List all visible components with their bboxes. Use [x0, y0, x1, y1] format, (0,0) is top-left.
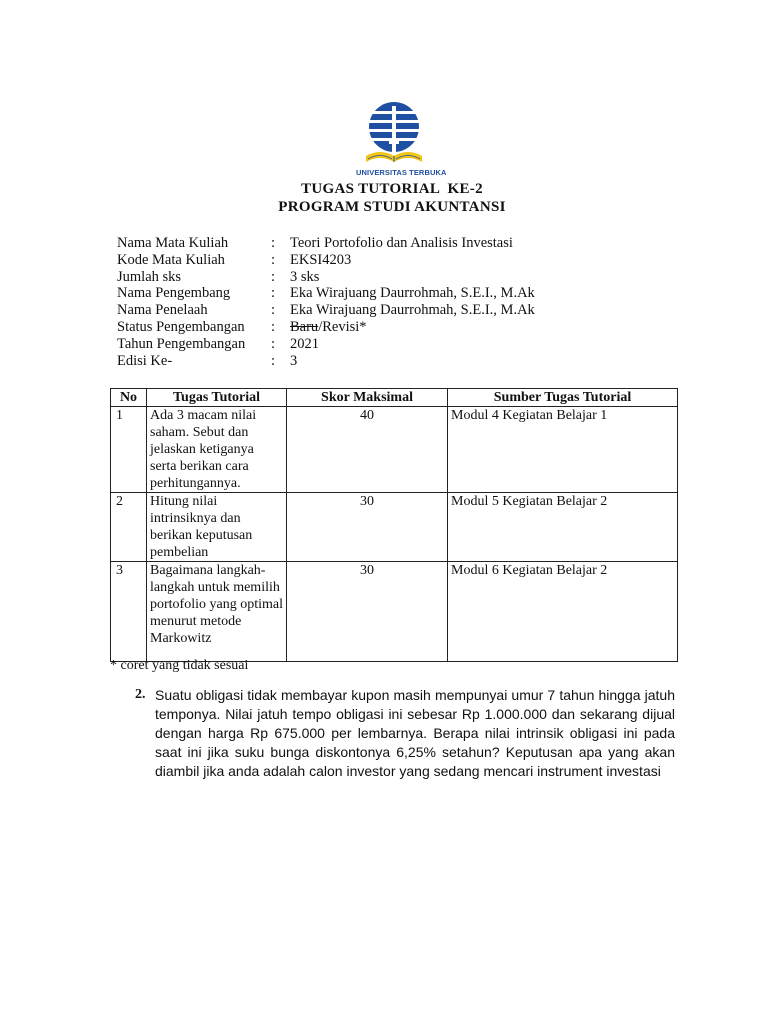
info-colon: : [271, 268, 276, 285]
info-label: Tahun Pengembangan [117, 335, 246, 352]
info-value: Teori Portofolio dan Analisis Investasi [290, 235, 513, 251]
info-colon: : [271, 302, 276, 319]
university-logo [356, 100, 447, 180]
info-label: Nama Penelaah [117, 302, 208, 319]
header-max-score: Skor Maksimal [287, 389, 448, 407]
info-value: 3 [290, 352, 298, 369]
logo-emblem-icon [356, 100, 432, 168]
page-subtitle: PROGRAM STUDI AKUNTANSI [278, 199, 506, 215]
info-colon: : [271, 335, 276, 352]
info-label: Edisi Ke- [117, 352, 173, 369]
cell-source: Modul 6 Kegiatan Belajar 2 [448, 562, 678, 662]
footnote: * coret yang tidak sesuai [110, 658, 249, 673]
info-colon: : [271, 285, 276, 302]
info-colon: : [271, 352, 276, 369]
table-row [111, 407, 678, 493]
cell-source: Modul 5 Kegiatan Belajar 2 [448, 493, 678, 562]
info-label: Kode Mata Kuliah [117, 251, 225, 268]
table-header-row [111, 389, 678, 407]
cell-no: 2 [111, 493, 147, 562]
cell-source: Modul 4 Kegiatan Belajar 1 [448, 407, 678, 493]
header-no: No [111, 389, 147, 407]
info-colon: : [271, 251, 276, 268]
question-text: Suatu obligasi tidak membayar kupon masih mempunyai umur 7 tahun hingga jatuh temponya. Nilai jatuh tempo obligasi ini sebesar Rp 1.000.000 dan sekarang dijual dengan harga Rp 675.000 per lembarnya. Berapa nilai intrinsik obligasi ini pada saat ini jika suku bunga diskontonya 6,25% setahun? Keputusan apa yang akan diambil jika anda adalah calon investor yang sedang mencari instrument investasi [155, 687, 675, 779]
table-row [111, 562, 678, 662]
header-task: Tugas Tutorial [147, 389, 287, 407]
cell-task: Hitung nilai intrinsiknya dan berikan keputusan pembelian [147, 493, 287, 562]
cell-no: 1 [111, 407, 147, 493]
info-value: 2021 [290, 335, 319, 352]
struck-status: Baru [290, 318, 319, 335]
info-colon: : [271, 235, 276, 251]
cell-score: 30 [287, 493, 448, 562]
info-colon: : [271, 318, 276, 335]
cell-score: 30 [287, 562, 448, 662]
cell-task: Ada 3 macam nilai saham. Sebut dan jelaskan ketiganya serta berikan cara perhitungannya. [147, 407, 287, 493]
status-value: /Revisi* [318, 318, 367, 335]
info-value: 3 sks [290, 268, 320, 285]
cell-score: 40 [287, 407, 448, 493]
table-row [111, 493, 678, 562]
cell-task: Bagaimana langkah-langkah untuk memilih portofolio yang optimal menurut metode Markowitz [147, 562, 287, 662]
question-number: 2. [135, 687, 146, 702]
info-label: Nama Mata Kuliah [117, 235, 229, 251]
page-title: TUGAS TUTORIAL KE-2 [301, 181, 483, 197]
info-value: EKSI4203 [290, 251, 352, 268]
info-label: Status Pengembangan [117, 318, 245, 335]
info-value [290, 319, 367, 336]
info-label: Jumlah sks [117, 268, 182, 285]
info-value: Eka Wirajuang Daurrohmah, S.E.I., M.Ak [290, 302, 535, 319]
tutorial-table [110, 388, 678, 662]
header-source: Sumber Tugas Tutorial [448, 389, 678, 407]
cell-no: 3 [111, 562, 147, 662]
info-value: Eka Wirajuang Daurrohmah, S.E.I., M.Ak [290, 285, 535, 302]
logo-text: UNIVERSITAS TERBUKA [356, 168, 447, 177]
info-label: Nama Pengembang [117, 285, 231, 302]
